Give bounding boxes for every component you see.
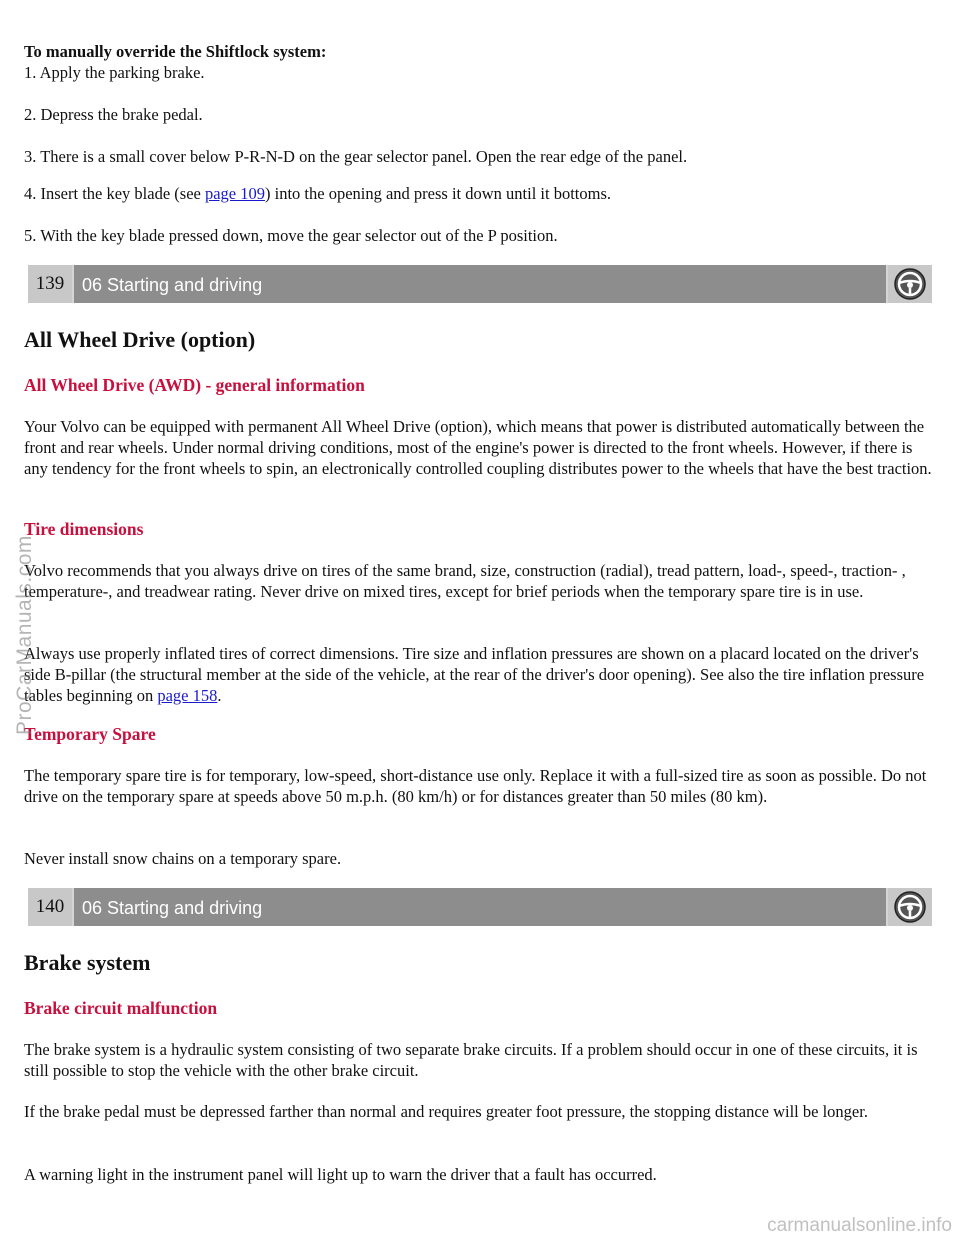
footer-site: carmanualsonline.info [767,1215,952,1236]
temporary-spare-heading: Temporary Spare [24,724,156,744]
chapter-title: 06 Starting and driving [74,265,886,303]
section-bar-139 [28,265,932,303]
step-4-text-end: ) into the opening and press it down until it bottoms. [265,184,612,203]
step-1: 1. Apply the parking brake. [24,63,205,82]
temporary-spare-paragraph: The temporary spare tire is for temporary, low-speed, short-distance use only. Replace it with a full-sized tire as soon as possible. Do not drive on the temporary spare at speeds above 50 m.p.h. (80 km/h) or for distances greater than 50 miles (80 km). [24,766,927,806]
brake-system-title: Brake system [24,950,151,975]
page-number: 140 [28,888,72,926]
page-109-link[interactable]: page 109 [204,184,265,203]
page-158-link[interactable]: page 158 [157,686,218,705]
step-2: 2. Depress the brake pedal. [24,105,203,124]
shiftlock-section [24,41,936,83]
section-bar-140 [28,888,932,926]
tire-inflation-text: Always use properly inflated tires of correct dimensions. Tire size and inflation pressures are shown on a placard located on the driver's side B-pillar (the structural member at the side of the vehicle, at the rear of the driver's door opening). See also the tire inflation pressure tables beginning on [24,644,925,705]
awd-paragraph: Your Volvo can be equipped with permanent All Wheel Drive (option), which means that power is distributed automatically between the front and rear wheels. Under normal driving conditions, most of the engine's power is directed to the front wheels. However, if there is any tendency for the front wheels to spin, an electronically controlled coupling distributes power to the wheels that have the best traction. [24,417,932,478]
page-number: 139 [28,265,72,303]
tire-dimensions-heading: Tire dimensions [24,519,144,539]
brake-circuit-heading: Brake circuit malfunction [24,998,218,1018]
watermark: ProCarManuals.com [13,535,36,735]
brake-pedal-paragraph: If the brake pedal must be depressed farther than normal and requires greater foot pressure, the stopping distance will be longer. [24,1102,868,1121]
step-4-text: 4. Insert the key blade (see [24,184,205,203]
tire-inflation-paragraph [24,643,936,706]
step-4 [24,183,936,204]
steering-wheel-icon [888,888,932,926]
brake-circuit-paragraph: The brake system is a hydraulic system consisting of two separate brake circuits. If a problem should occur in one of these circuits, it is still possible to stop the vehicle with the other brake circuit. [24,1040,918,1080]
step-5: 5. With the key blade pressed down, move the gear selector out of the P position. [24,226,558,245]
shiftlock-heading: To manually override the Shiftlock system: [24,42,327,61]
snow-chains-paragraph: Never install snow chains on a temporary spare. [24,849,342,868]
steering-wheel-icon [888,265,932,303]
awd-title: All Wheel Drive (option) [24,327,256,352]
tire-inflation-text-end: . [217,686,222,705]
step-3: 3. There is a small cover below P-R-N-D on the gear selector panel. Open the rear edge of the panel. [24,147,688,166]
warning-light-paragraph: A warning light in the instrument panel will light up to warn the driver that a fault has occurred. [24,1165,657,1184]
tire-dimensions-paragraph: Volvo recommends that you always drive on tires of the same brand, size, construction (radial), tread pattern, load-, speed-, traction- , temperature-, and treadwear rating. Never drive on mixed tires, except for brief periods when the temporary spare tire is in use. [24,561,906,601]
chapter-title: 06 Starting and driving [74,888,886,926]
awd-general-heading: All Wheel Drive (AWD) - general information [24,375,365,395]
